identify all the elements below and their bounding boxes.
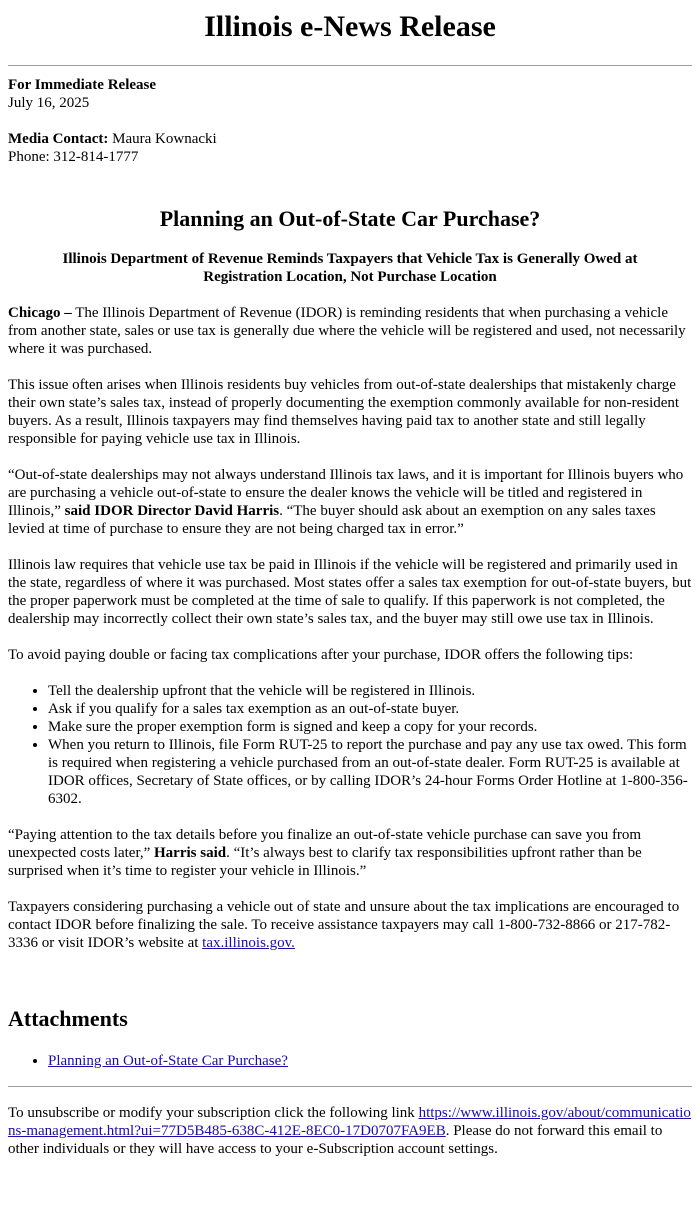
media-contact bbox=[8, 130, 692, 148]
speaker-attribution: Harris said bbox=[150, 845, 227, 861]
release-meta bbox=[8, 76, 692, 166]
list-item: • Tell the dealership upfront that the vehicle will be registered in Illinois. bbox=[48, 682, 692, 700]
paragraph-quote-harris: “Paying attention to the tax details before you finalize an out-of-state vehicle purchase can save you from unexpected costs later,” Harris said. “It’s always best to clarify tax responsibilities upfront rather than be surprised when it’s time to register your vehicle in Illinois.” bbox=[8, 827, 642, 879]
idor-website-link[interactable]: tax.illinois.gov. bbox=[202, 935, 295, 951]
paragraph-quote-director: “Out-of-state dealerships may not always understand Illinois tax laws, and it is important for Illinois buyers who are purchasing a vehicle out-of-state to ensure the dealer knows the vehicle will be titled and registered in Illinois,” said IDOR Director David Harris. “The buyer should ask about an exemption on any sales taxes levied at time of purchase to ensure they are not being charged tax in error.” bbox=[8, 467, 684, 537]
list-item: • Ask if you qualify for a sales tax exemption as an out-of-state buyer. bbox=[48, 700, 692, 718]
paragraph-issue: This issue often arises when Illinois residents buy vehicles from out-of-state dealerships that mistakenly charge their own state’s sales tax, instead of properly documenting the exemption commonly available for non-resident buyers. As a result, Illinois taxpayers may find themselves having paid tax to another state and still legally responsible for paying vehicle use tax in Illinois. bbox=[8, 377, 680, 447]
media-contact-label: Media Contact: bbox=[8, 131, 109, 147]
paragraph-intro: Chicago – The Illinois Department of Revenue (IDOR) is reminding residents that when purchasing a vehicle from another state, sales or use tax is generally due where the vehicle will be registered and used, not necessarily where it was purchased. bbox=[8, 305, 686, 357]
article-subhead: Illinois Department of Revenue Reminds Taxpayers that Vehicle Tax is Generally Owed at Registration Location, Not Purchase Location bbox=[62, 251, 638, 285]
list-item bbox=[48, 1052, 692, 1070]
media-contact-name: Maura Kownacki bbox=[108, 131, 217, 147]
release-date: July 16, 2025 bbox=[8, 95, 90, 111]
article-headline: Planning an Out-of-State Car Purchase? bbox=[159, 206, 541, 231]
tips-list bbox=[8, 682, 692, 808]
release-label: For Immediate Release bbox=[8, 77, 157, 93]
attachments-heading: Attachments bbox=[8, 1006, 128, 1031]
list-item: • When you return to Illinois, file Form RUT-25 to report the purchase and pay any use tax owed. This form is required when registering a vehicle purchased from an out-of-state dealer. Form RUT-25 is available at IDOR offices, Secretary of State offices, or by calling IDOR’s 24-hour Forms Order Hotline at 1-800-356-6302. bbox=[48, 736, 692, 808]
header-divider bbox=[8, 65, 692, 66]
attachment-link[interactable]: Planning an Out-of-State Car Purchase? bbox=[48, 1053, 288, 1069]
list-item: • Make sure the proper exemption form is signed and keep a copy for your records. bbox=[48, 718, 692, 736]
paragraph-tips-intro: To avoid paying double or facing tax complications after your purchase, IDOR offers the following tips: bbox=[8, 647, 634, 663]
paragraph-law: Illinois law requires that vehicle use tax be paid in Illinois if the vehicle will be registered and primarily used in the state, regardless of where it was purchased. Most states offer a sales tax exemption for out-of-state buyers, but the proper paperwork must be completed at the time of sale to qualify. If this paperwork is not completed, the dealership may incorrectly collect their own state’s sales tax, and the buyer may still owe use tax in Illinois. bbox=[8, 557, 692, 627]
unsubscribe-footer: To unsubscribe or modify your subscription click the following link https://www.illinois.gov/about/communications-management.html?ui=77D5B485-638C-412E-8EC0-17D0707FA9EB. Please do not forward this email to other individuals or they will have access to your e-Subscription account settings. bbox=[8, 1105, 691, 1157]
dateline: Chicago – bbox=[8, 305, 72, 321]
unsubscribe-link[interactable]: https://www.illinois.gov/about/communications-management.html?ui=77D5B485-638C-412E-8EC0-17D0707FA9EB bbox=[8, 1105, 691, 1139]
media-phone: Phone: 312-814-1777 bbox=[8, 149, 139, 165]
page-title: Illinois e-News Release bbox=[204, 10, 496, 43]
speaker-attribution: said IDOR Director David Harris bbox=[60, 503, 280, 519]
footer-divider bbox=[8, 1086, 692, 1087]
paragraph-contact: Taxpayers considering purchasing a vehicle out of state and unsure about the tax implications are encouraged to contact IDOR before finalizing the sale. To receive assistance taxpayers may call 1-800-732-8866 or 217-782-3336 or visit IDOR’s website at tax.illinois.gov. bbox=[8, 899, 680, 951]
attachments-list bbox=[8, 1052, 692, 1070]
